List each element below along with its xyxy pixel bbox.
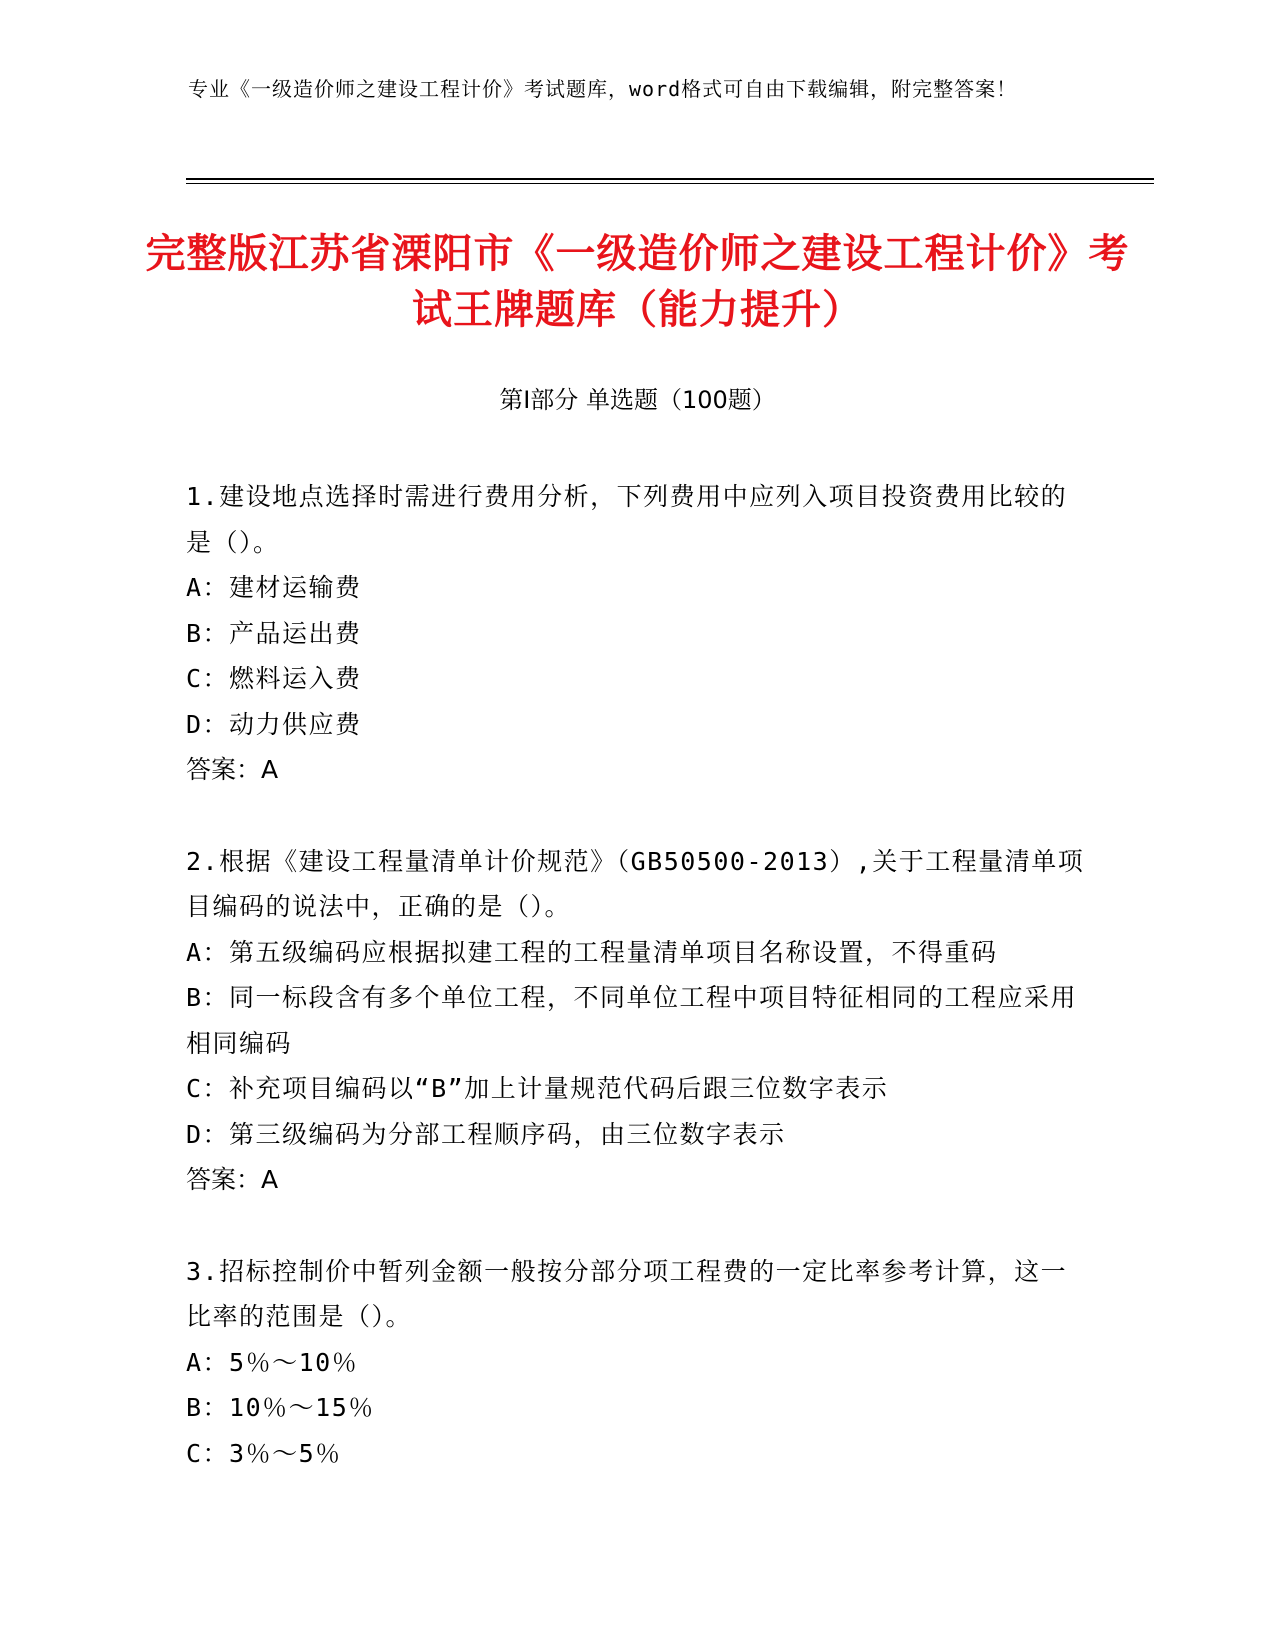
option-c: C：燃料运入费 — [186, 664, 362, 693]
option-c: C：补充项目编码以“B”加上计量规范代码后跟三位数字表示 — [186, 1074, 889, 1103]
question-3 — [186, 1249, 1086, 1477]
question-1 — [186, 474, 1086, 793]
option-a: A：5％～10％ — [186, 1347, 359, 1377]
document-title: 完整版江苏省溧阳市《一级造价师之建设工程计价》考试王牌题库（能力提升） — [145, 231, 1130, 333]
option-b: B：产品运出费 — [186, 618, 362, 648]
answer: 答案：A — [186, 755, 279, 784]
question-stem: 1.建设地点选择时需进行费用分析，下列费用中应列入项目投资费用比较的是（）。 — [186, 482, 1068, 557]
option-b: B：同一标段含有多个单位工程，不同单位工程中项目特征相同的工程应采用相同编码 — [186, 983, 1078, 1058]
option-d: D：动力供应费 — [186, 709, 362, 739]
header-note: 专业《一级造价师之建设工程计价》考试题库，word格式可自由下载编辑，附完整答案！ — [188, 77, 1018, 101]
option-a: A：第五级编码应根据拟建工程的工程量清单项目名称设置，不得重码 — [186, 937, 998, 967]
option-d: D：第三级编码为分部工程顺序码，由三位数字表示 — [186, 1119, 786, 1149]
answer: 答案：A — [186, 1165, 279, 1194]
option-a: A：建材运输费 — [186, 573, 362, 602]
section-title: 第Ⅰ部分 单选题（100题） — [499, 386, 776, 414]
question-list — [186, 474, 1086, 1522]
question-stem: 3.招标控制价中暂列金额一般按分部分项工程费的一定比率参考计算，这一比率的范围是（）。 — [186, 1256, 1068, 1331]
question-2 — [186, 839, 1086, 1203]
option-b: B：10％～15％ — [186, 1393, 375, 1422]
question-stem: 2.根据《建设工程量清单计价规范》（GB50500-2013）,关于工程量清单项目编码的说法中，正确的是（）。 — [186, 846, 1085, 921]
header-divider-thin — [186, 183, 1154, 184]
header-divider-thick — [186, 178, 1154, 180]
option-c: C：3％～5％ — [186, 1438, 342, 1468]
